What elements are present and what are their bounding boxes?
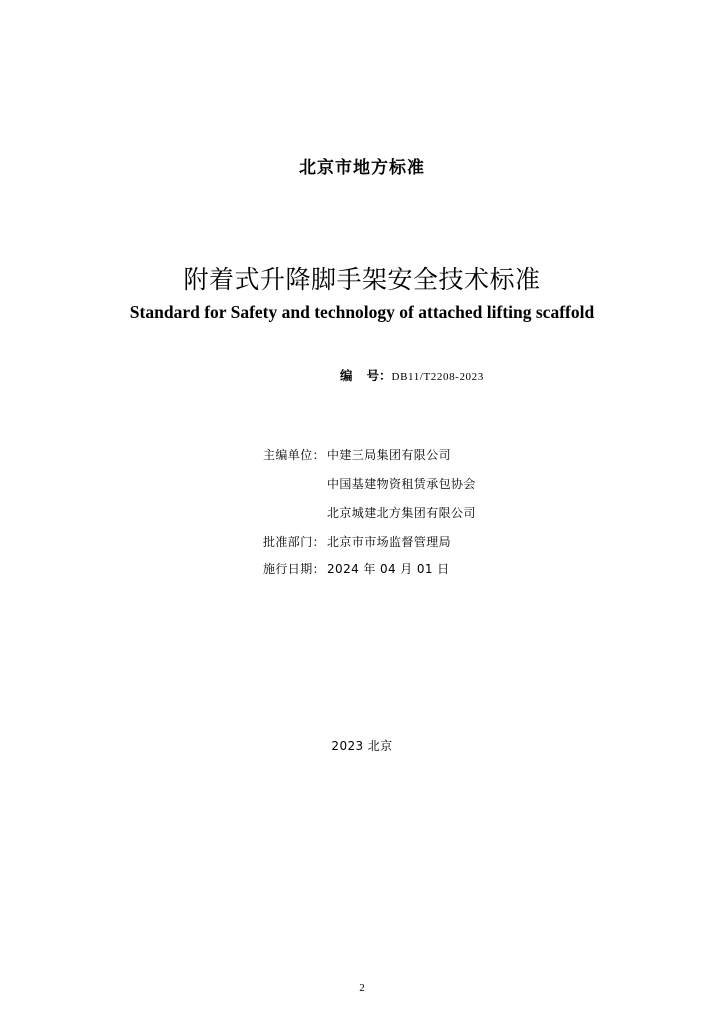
standard-code-label — [340, 368, 392, 383]
editor-label: 主编单位： — [263, 448, 326, 462]
effective-date-value: 2024 年 04 月 01 日 — [327, 562, 450, 576]
approval-value: 北京市市场监督管理局 — [327, 535, 452, 549]
standard-code-label-part2: 号： — [366, 368, 392, 383]
editor-row-2 — [263, 475, 476, 492]
editor-row-3 — [263, 504, 476, 521]
standard-title-chinese: 附着式升降脚手架安全技术标准 — [183, 265, 541, 294]
standard-series-title: 北京市地方标准 — [299, 158, 425, 178]
approval-row — [263, 533, 451, 550]
standard-code-value: DB11/T2208-2023 — [391, 371, 484, 383]
effective-date-label: 施行日期： — [263, 562, 326, 576]
editor-name-3: 北京城建北方集团有限公司 — [327, 506, 476, 520]
editor-name-2: 中国基建物资租赁承包协会 — [327, 477, 476, 491]
editor-row-1 — [263, 446, 451, 463]
standard-title-english: Standard for Safety and technology of attached lifting scaffold — [129, 302, 595, 322]
standard-code-label-part1: 编 — [340, 368, 353, 383]
year-place: 2023 北京 — [331, 739, 393, 753]
effective-date-row — [263, 560, 450, 577]
approval-label: 批准部门： — [263, 535, 326, 549]
page-number: 2 — [359, 982, 365, 994]
standard-code-line — [340, 366, 484, 384]
editor-name-1: 中建三局集团有限公司 — [327, 448, 452, 462]
